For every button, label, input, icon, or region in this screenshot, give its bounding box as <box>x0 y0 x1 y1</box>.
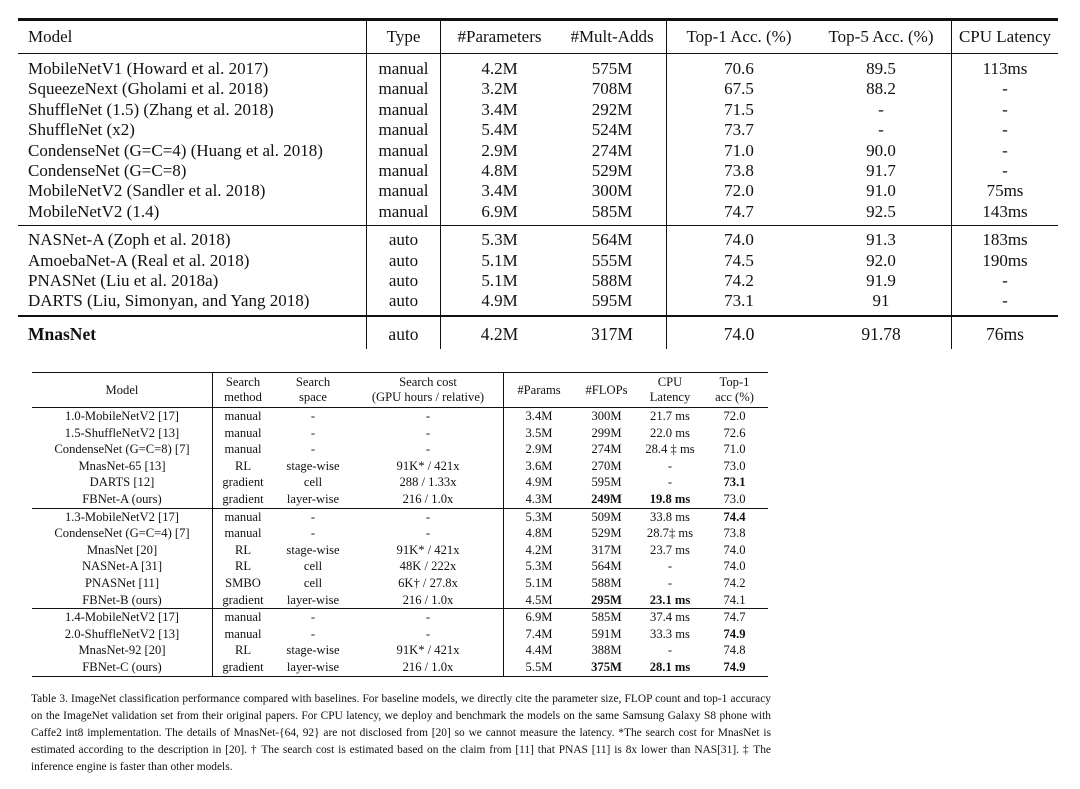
cell-flops: 591M <box>591 626 622 641</box>
cell-model: NASNet-A [31] <box>32 558 213 575</box>
header-flops: #FLOPs <box>574 373 639 408</box>
cell-mult-adds: 529M <box>591 161 633 181</box>
cell-params: 3.5M <box>525 425 553 440</box>
cell-flops: 375M <box>574 659 639 676</box>
cell-model: NASNet-A (Zoph et al. 2018) <box>28 230 231 250</box>
header-search-cost: Search cost (GPU hours / relative) <box>353 373 504 408</box>
cell-flops: 317M <box>591 542 622 557</box>
cell-top1: 74.4 <box>723 509 746 524</box>
cell-type: auto <box>367 291 441 315</box>
table-row <box>18 291 1058 315</box>
cell-search-method: manual <box>224 442 262 457</box>
cell-cpu-latency: - <box>667 458 673 473</box>
cell-search-space: stage-wise <box>286 542 340 557</box>
cell-params: 4.3M <box>504 491 575 508</box>
cell-flops: 509M <box>591 509 622 524</box>
table-row <box>32 542 768 559</box>
cell-top1: 74.7 <box>667 202 812 226</box>
table-row <box>18 271 1058 291</box>
cell-search-space: stage-wise <box>286 458 340 473</box>
cell-search-method: RL <box>234 559 252 574</box>
cell-search-cost: - <box>353 609 504 626</box>
cell-params: 5.3M <box>525 559 553 574</box>
cell-model: AmoebaNet-A (Real et al. 2018) <box>28 250 250 270</box>
cell-flops: 300M <box>591 409 622 423</box>
cell-top1: 74.0 <box>667 316 812 349</box>
cell-cpu-latency: 76ms <box>952 316 1059 349</box>
cell-flops: 388M <box>591 643 622 658</box>
cell-model: MobileNetV2 (Sandler et al. 2018) <box>28 181 266 201</box>
cell-cpu-latency: 22.0 ms <box>650 425 690 440</box>
cell-search-method: manual <box>224 526 262 541</box>
cell-mult-adds: 300M <box>591 181 633 201</box>
cell-cpu-latency: 28.4 ‡ ms <box>645 442 695 457</box>
cell-search-space: layer-wise <box>273 491 353 508</box>
cell-mult-adds: 274M <box>591 140 633 160</box>
cell-search-cost: 91K* / 421x <box>353 542 504 559</box>
cell-search-cost: - <box>353 525 504 542</box>
table-row <box>32 659 768 676</box>
table-row <box>32 491 768 508</box>
cell-cpu-latency: - <box>667 643 673 658</box>
cell-flops: 295M <box>574 592 639 609</box>
cell-mult-adds: 585M <box>558 202 667 226</box>
cell-search-method: gradient <box>213 659 274 676</box>
cell-top5: - <box>878 120 884 140</box>
cell-search-method: manual <box>224 409 262 423</box>
cell-mult-adds: 317M <box>591 323 633 344</box>
cell-model: PNASNet (Liu et al. 2018a) <box>28 271 219 291</box>
cell-model: ShuffleNet (1.5) (Zhang et al. 2018) <box>28 99 274 119</box>
cell-search-space: - <box>310 409 316 423</box>
cell-parameters: 5.1M <box>441 271 559 291</box>
cell-params: 4.5M <box>504 592 575 609</box>
header-mult-adds: #Mult-Adds <box>558 20 667 54</box>
cell-top1: 72.0 <box>723 409 746 423</box>
cell-type: manual <box>367 100 441 120</box>
cell-flops: 588M <box>591 575 622 590</box>
cell-type: manual <box>367 181 441 201</box>
cell-mult-adds: 575M <box>591 59 633 78</box>
cell-top5: 91 <box>811 291 952 315</box>
cell-type: manual <box>367 120 441 140</box>
header-parameters: #Parameters <box>441 20 559 54</box>
header-type: Type <box>367 20 441 54</box>
cell-cpu-latency: 190ms <box>952 251 1059 271</box>
cell-mult-adds: 292M <box>591 99 633 119</box>
header-params: #Params <box>504 373 575 408</box>
cell-cpu-latency: 28.7‡ ms <box>646 526 694 541</box>
cell-search-method: manual <box>224 626 262 641</box>
table-group-manual <box>18 54 1058 226</box>
cell-search-cost: 216 / 1.0x <box>353 491 504 508</box>
table-row <box>32 575 768 592</box>
table-header-row <box>18 20 1058 54</box>
cell-params: 4.9M <box>525 475 553 490</box>
cell-search-cost: 216 / 1.0x <box>353 592 504 609</box>
cell-search-method: gradient <box>222 475 264 490</box>
cell-cpu-latency: 33.8 ms <box>650 509 690 524</box>
table-row <box>32 558 768 575</box>
cell-search-method: RL <box>234 643 252 658</box>
cell-cpu-latency: - <box>952 120 1059 140</box>
cell-top5: 88.2 <box>866 79 896 99</box>
cell-mult-adds: 555M <box>591 250 633 270</box>
cell-type: manual <box>367 161 441 181</box>
cell-top5: 91.9 <box>866 271 896 291</box>
cell-model: CondenseNet (G=C=4) [7] <box>32 525 213 542</box>
cell-search-cost: 91K* / 421x <box>353 458 504 475</box>
cell-top1: 74.0 <box>723 542 746 557</box>
cell-params: 2.9M <box>525 442 553 457</box>
cell-top1: 74.0 <box>667 226 812 251</box>
cell-model: ShuffleNet (x2) <box>28 120 135 140</box>
cell-top5: 91.3 <box>866 230 896 250</box>
cell-mult-adds: 708M <box>591 79 633 99</box>
cell-search-method: SMBO <box>225 575 261 590</box>
cell-flops: 564M <box>591 559 622 574</box>
table-header-row <box>32 373 768 408</box>
cell-cpu-latency: - <box>667 559 673 574</box>
header-top1-acc: Top-1 acc (%) <box>701 373 768 408</box>
table-row <box>18 141 1058 161</box>
table-row <box>18 79 1058 99</box>
cell-top5: 92.0 <box>866 250 896 270</box>
cell-top1: 74.7 <box>723 610 746 625</box>
cell-search-space: layer-wise <box>273 659 353 676</box>
cell-top1: 73.7 <box>667 120 812 140</box>
cell-search-space: cell <box>303 575 323 590</box>
cell-top1: 73.0 <box>701 491 768 508</box>
cell-parameters: 6.9M <box>441 202 559 226</box>
cell-top1: 73.1 <box>667 291 812 315</box>
cell-cpu-latency: - <box>667 475 673 490</box>
cell-model: PNASNet [11] <box>32 575 213 592</box>
cell-cpu-latency: 21.7 ms <box>650 409 690 423</box>
cell-top1: 74.0 <box>723 559 746 574</box>
cell-model: MobileNetV1 (Howard et al. 2017) <box>28 59 269 78</box>
cell-search-space: stage-wise <box>286 643 340 658</box>
cell-model: FBNet-B (ours) <box>32 592 213 609</box>
cell-model: 1.5-ShuffleNetV2 [13] <box>32 425 213 442</box>
cell-top1: 73.0 <box>723 458 746 473</box>
cell-top1: 74.1 <box>701 592 768 609</box>
cell-top5: 91.0 <box>866 181 896 201</box>
table-caption: Table 3. ImageNet classification performance compared with baselines. For baseline models, we directly cite the parameter size, FLOP count and top-1 accuracy on the ImageNet validation set from their original papers. For CPU latency, we deploy and benchmark the models on the same Samsung Galaxy S8 phone with Caffe2 int8 implementation. The details of MnasNet-{64, 92} are not disclosed from [20] so we cannot measure the latency. *The search cost for MnasNet is estimated according to the description in [20]. † The search cost is estimated based on the claim from [11] that PNAS [11] is 8x lower than NAS[31]. ‡ The inference engine is faster than other models. <box>31 693 771 773</box>
cell-top1: 73.8 <box>723 526 746 541</box>
cell-flops: 270M <box>591 458 622 473</box>
table-row <box>18 181 1058 201</box>
cell-search-method: RL <box>234 458 252 473</box>
table-row <box>32 508 768 525</box>
cell-model: MnasNet-65 [13] <box>32 458 213 475</box>
cell-model: SqueezeNext (Gholami et al. 2018) <box>28 79 269 99</box>
cell-parameters: 5.3M <box>441 226 559 251</box>
table-row <box>32 458 768 475</box>
cell-cpu-latency: - <box>952 100 1059 120</box>
cell-cpu-latency: - <box>952 291 1059 315</box>
cell-top1: 73.1 <box>723 475 746 490</box>
cell-model: 1.4-MobileNetV2 [17] <box>32 609 213 626</box>
cell-model: DARTS [12] <box>32 474 213 491</box>
cell-search-method: RL <box>234 542 252 557</box>
table-row <box>18 316 1058 349</box>
cell-top5: - <box>878 99 884 119</box>
cell-top1: 73.8 <box>667 161 812 181</box>
cell-type: manual <box>367 79 441 99</box>
cell-flops: 529M <box>591 526 622 541</box>
cell-search-method: gradient <box>213 592 274 609</box>
cell-params: 5.3M <box>525 509 553 524</box>
cell-top1: 74.2 <box>723 575 746 590</box>
table-row <box>32 642 768 659</box>
table-row <box>32 425 768 442</box>
cell-parameters: 3.4M <box>441 100 559 120</box>
cell-cpu-latency: 143ms <box>952 202 1059 226</box>
table-row <box>18 251 1058 271</box>
cell-model: FBNet-A (ours) <box>32 491 213 508</box>
table-row <box>32 626 768 643</box>
table-row <box>32 441 768 458</box>
cell-mult-adds: 524M <box>591 120 633 140</box>
header-cpu-latency: CPU Latency <box>952 20 1059 54</box>
cell-type: auto <box>367 316 441 349</box>
cell-cpu-latency: 37.4 ms <box>650 610 690 625</box>
cell-cpu-latency: - <box>952 161 1059 181</box>
cell-search-method: manual <box>224 425 262 440</box>
table-row <box>18 226 1058 251</box>
cell-model: CondenseNet (G=C=8) <box>28 161 187 181</box>
comparison-table-fbnet <box>32 372 768 677</box>
table-row <box>18 100 1058 120</box>
cell-mult-adds: 564M <box>591 230 633 250</box>
cell-cpu-latency: 23.7 ms <box>650 542 690 557</box>
cell-params: 4.8M <box>525 526 553 541</box>
table-body <box>32 408 768 677</box>
cell-flops: 249M <box>574 491 639 508</box>
table-row <box>18 202 1058 226</box>
cell-model: MobileNetV2 (1.4) <box>18 202 367 226</box>
cell-type: manual <box>367 202 441 226</box>
cell-search-space: cell <box>303 475 323 490</box>
cell-model: CondenseNet (G=C=8) [7] <box>32 441 213 458</box>
cell-cpu-latency: - <box>667 575 673 590</box>
cell-parameters: 4.8M <box>441 161 559 181</box>
cell-search-space: - <box>310 626 316 641</box>
cell-parameters: 5.4M <box>441 120 559 140</box>
cell-top1: 74.9 <box>701 659 768 676</box>
header-model: Model <box>18 20 367 54</box>
cell-cpu-latency: 33.3 ms <box>650 626 690 641</box>
cell-params: 6.9M <box>525 610 553 625</box>
cell-params: 3.4M <box>525 409 553 423</box>
cell-top5: 90.0 <box>866 140 896 160</box>
cell-search-cost: 91K* / 421x <box>353 642 504 659</box>
cell-params: 3.6M <box>525 458 553 473</box>
cell-model: 2.0-ShuffleNetV2 [13] <box>32 626 213 643</box>
cell-top5: 91.7 <box>866 161 896 181</box>
cell-search-cost: - <box>353 425 504 442</box>
cell-cpu-latency: 23.1 ms <box>639 592 701 609</box>
cell-flops: 274M <box>591 442 622 457</box>
cell-search-space: - <box>310 610 316 625</box>
cell-params: 4.2M <box>525 542 553 557</box>
cell-model: MnasNet <box>28 323 97 344</box>
cell-mult-adds: 595M <box>558 291 667 315</box>
header-search-method: Search method <box>213 373 274 408</box>
header-cpu-latency: CPU Latency <box>639 373 701 408</box>
table-row <box>32 525 768 542</box>
cell-parameters: 5.1M <box>441 251 559 271</box>
table-group-mnasnet <box>18 316 1058 349</box>
cell-model: DARTS (Liu, Simonyan, and Yang 2018) <box>18 291 367 315</box>
cell-search-method: manual <box>224 509 262 524</box>
cell-top1: 70.6 <box>667 54 812 80</box>
cell-mult-adds: 588M <box>591 271 633 291</box>
header-model: Model <box>32 373 213 408</box>
cell-search-cost: 6K† / 27.8x <box>353 575 504 592</box>
header-top1: Top-1 Acc. (%) <box>667 20 812 54</box>
cell-top5: 92.5 <box>811 202 952 226</box>
header-search-space: Search space <box>273 373 353 408</box>
cell-type: auto <box>367 271 441 291</box>
cell-cpu-latency: 183ms <box>952 226 1059 251</box>
cell-model: 1.3-MobileNetV2 [17] <box>32 508 213 525</box>
cell-search-cost: 216 / 1.0x <box>353 659 504 676</box>
cell-cpu-latency: 19.8 ms <box>639 491 701 508</box>
cell-cpu-latency: 28.1 ms <box>639 659 701 676</box>
cell-parameters: 4.2M <box>441 316 559 349</box>
cell-top1: 74.2 <box>667 271 812 291</box>
table-row <box>32 474 768 491</box>
cell-search-cost: 48K / 222x <box>353 558 504 575</box>
cell-search-cost: 288 / 1.33x <box>353 474 504 491</box>
table-row <box>18 54 1058 80</box>
cell-parameters: 3.4M <box>441 181 559 201</box>
cell-top1: 71.0 <box>723 442 746 457</box>
cell-model: MnasNet [20] <box>32 542 213 559</box>
cell-search-cost: - <box>353 408 504 425</box>
cell-search-space: - <box>310 425 316 440</box>
cell-top1: 71.0 <box>667 141 812 161</box>
table-row <box>18 161 1058 181</box>
cell-top1: 74.5 <box>667 251 812 271</box>
cell-cpu-latency: 75ms <box>952 181 1059 201</box>
cell-flops: 299M <box>591 425 622 440</box>
table-row <box>32 609 768 626</box>
cell-model: 1.0-MobileNetV2 [17] <box>32 408 213 425</box>
cell-top1: 72.6 <box>723 425 746 440</box>
cell-flops: 595M <box>591 475 622 490</box>
cell-type: manual <box>367 54 441 80</box>
cell-search-space: - <box>310 526 316 541</box>
cell-params: 5.1M <box>525 575 553 590</box>
header-top5: Top-5 Acc. (%) <box>811 20 952 54</box>
cell-search-space: layer-wise <box>273 592 353 609</box>
cell-search-cost: - <box>353 626 504 643</box>
cell-parameters: 3.2M <box>441 79 559 99</box>
cell-cpu-latency: - <box>952 141 1059 161</box>
cell-search-cost: - <box>353 441 504 458</box>
cell-type: auto <box>367 226 441 251</box>
cell-model: MnasNet-92 [20] <box>32 642 213 659</box>
cell-parameters: 4.2M <box>441 54 559 80</box>
cell-model: FBNet-C (ours) <box>32 659 213 676</box>
cell-search-method: manual <box>224 610 262 625</box>
cell-params: 4.4M <box>525 643 553 658</box>
cell-search-space: cell <box>303 559 323 574</box>
comparison-table-top <box>18 18 1058 349</box>
cell-search-space: - <box>310 442 316 457</box>
table-row <box>32 592 768 609</box>
cell-type: auto <box>367 251 441 271</box>
cell-parameters: 2.9M <box>441 141 559 161</box>
cell-model: CondenseNet (G=C=4) (Huang et al. 2018) <box>28 140 323 160</box>
table-row <box>18 120 1058 140</box>
cell-search-method: gradient <box>213 491 274 508</box>
cell-top1: 72.0 <box>667 181 812 201</box>
cell-top5: 89.5 <box>866 59 896 78</box>
cell-params: 7.4M <box>525 626 553 641</box>
cell-params: 5.5M <box>504 659 575 676</box>
cell-top1: 74.8 <box>723 643 746 658</box>
cell-top5: 91.78 <box>861 323 901 344</box>
cell-top1: 67.5 <box>667 79 812 99</box>
table-row <box>32 408 768 425</box>
cell-top1: 74.9 <box>723 626 746 641</box>
cell-parameters: 4.9M <box>441 291 559 315</box>
cell-top1: 71.5 <box>667 100 812 120</box>
cell-cpu-latency: - <box>952 271 1059 291</box>
cell-cpu-latency: - <box>952 79 1059 99</box>
cell-search-space: - <box>310 509 316 524</box>
cell-type: manual <box>367 141 441 161</box>
table-group-auto <box>18 226 1058 316</box>
cell-search-cost: - <box>353 508 504 525</box>
cell-flops: 585M <box>591 610 622 625</box>
cell-cpu-latency: 113ms <box>952 54 1059 80</box>
